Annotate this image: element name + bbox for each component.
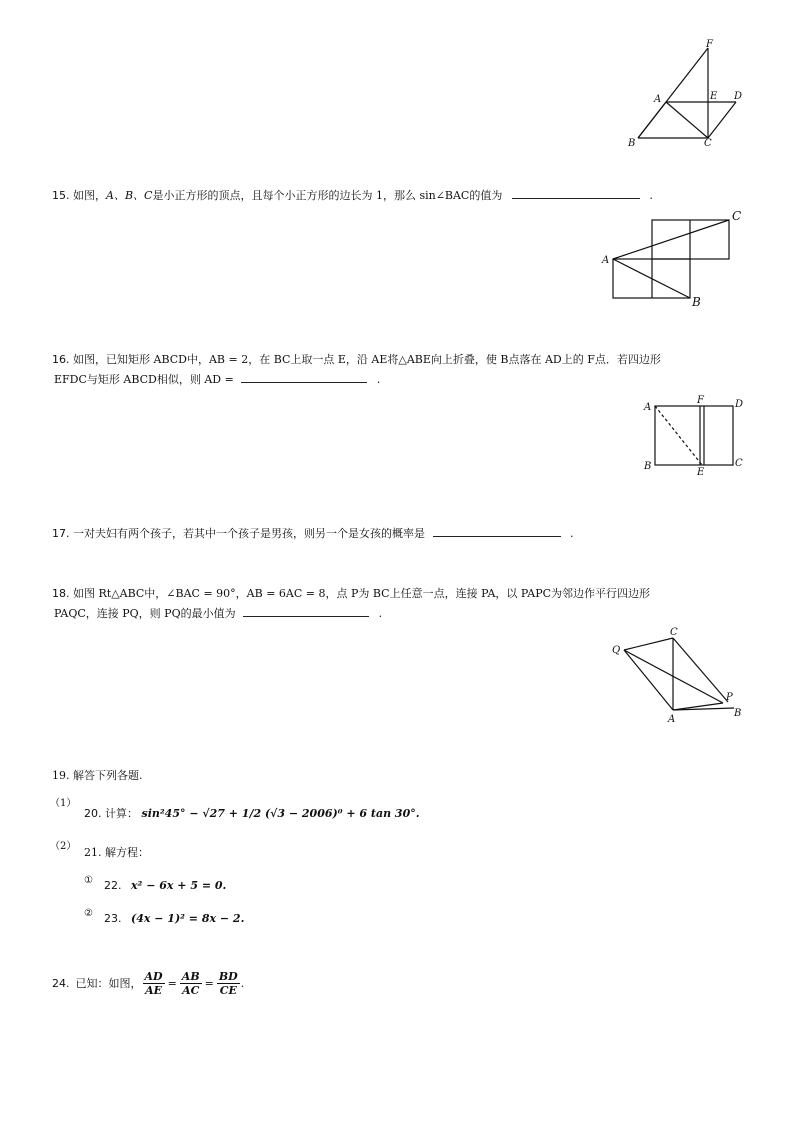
q18-text-line1: 如图 Rt△ABC中，∠BAC = 90°，AB = 6AC = 8，点 P为 BC上任意一点，连接 PA，以 PAPC为邻边作平行四边形 [73, 587, 651, 600]
q16-label-c: C [735, 458, 743, 469]
q14-label-e: E [710, 91, 718, 102]
q18-number: 18. [52, 587, 70, 600]
q14-label-c: C [704, 138, 712, 149]
q18-label-a: A [668, 714, 676, 725]
q15-label-a: A [602, 255, 610, 266]
q15-label-c: C [732, 209, 742, 223]
q24-fraction-ad-ae [143, 970, 165, 997]
q24-text: 已知：如图， [75, 977, 142, 990]
q14-label-d: D [734, 91, 743, 102]
q24-number: 24. [52, 977, 70, 990]
q23-marker: ② [84, 908, 93, 919]
q16-line1 [52, 352, 661, 367]
q20-number: 20. [84, 807, 102, 820]
q16-label-e: E [697, 467, 705, 478]
q24-end: . [240, 977, 245, 990]
q20-line [84, 806, 420, 821]
q16-text-line1: 如图，已知矩形 ABCD中，AB = 2，在 BC上取一点 E，沿 AE将△ABE向上折叠，使 B点落在 AD上的 F点．若四边形 [73, 353, 661, 366]
q17-body: 一对夫妇有两个孩子，若其中一个孩子是男孩，则另一个是女孩的概率是 [73, 527, 425, 540]
q24-frac2-numerator: AB [181, 970, 200, 983]
q18-end: . [378, 607, 383, 620]
q22-line [104, 878, 226, 893]
q24-frac1-denominator: AE [145, 984, 162, 997]
q16-label-d: D [735, 399, 744, 410]
q18-label-c: C [670, 627, 678, 638]
q15-points: A、B、C [106, 189, 153, 202]
q18-answer-blank[interactable] [243, 605, 369, 617]
q18-figure [606, 624, 756, 729]
q15-figure [598, 208, 748, 308]
q24-equals-1: = [167, 977, 177, 990]
q24-frac3-numerator: BD [218, 970, 238, 983]
q24-frac3-denominator: CE [219, 984, 237, 997]
q15-end: . [649, 189, 653, 202]
q18-text-line2: PAQC，连接 PQ，则 PQ的最小值为 [54, 607, 236, 620]
q24-frac1-numerator: AD [144, 970, 163, 983]
q15-body: 是小正方形的顶点，且每个小正方形的边长为 1，那么 sin∠BAC的值为 [152, 189, 503, 202]
q16-label-f: F [697, 395, 704, 406]
q15-answer-blank[interactable] [512, 187, 640, 199]
q18-label-b: B [734, 708, 742, 719]
q15-number: 15. [52, 189, 70, 202]
q15-intro: 如图， [73, 189, 106, 202]
q23-expression: (4x − 1)² = 8x − 2. [131, 912, 245, 925]
q14-label-f: F [706, 39, 713, 50]
q19-part2-marker: （2） [50, 841, 77, 852]
q16-text-line2: EFDC与矩形 ABCD相似，则 AD = [54, 373, 234, 386]
q14-label-a: A [654, 94, 662, 105]
q20-text: 计算： [105, 807, 138, 820]
q18-line2 [54, 605, 382, 621]
q16-line2 [54, 371, 380, 387]
q17-answer-blank[interactable] [433, 525, 561, 537]
q24-fraction-bd-ce [217, 970, 240, 997]
q19-title: 19. 解答下列各题. [52, 769, 143, 782]
q22-expression: x² − 6x + 5 = 0. [131, 879, 227, 892]
q20-expression: sin²45° − √27 + 1/2 (√3 − 2006)⁰ + 6 tan 30°. [141, 807, 420, 820]
q17-end: . [570, 527, 574, 540]
q18-label-q: Q [612, 645, 621, 656]
q23-line [104, 911, 244, 926]
q22-marker: ① [84, 875, 93, 886]
q23-number: 23. [104, 912, 122, 925]
q24-frac2-denominator: AC [182, 984, 200, 997]
q24-fraction-ab-ac [180, 970, 202, 997]
q19-part1-marker: （1） [50, 798, 77, 809]
q14-figure [620, 36, 750, 151]
q21-line: 21. 解方程： [84, 846, 149, 859]
q18-line1 [52, 586, 650, 601]
q16-number: 16. [52, 353, 70, 366]
q17-number: 17. [52, 527, 70, 540]
q16-answer-blank[interactable] [241, 371, 367, 383]
q15-text [52, 187, 653, 203]
q15-label-b: B [692, 295, 701, 308]
q24-equals-2: = [204, 977, 214, 990]
q22-number: 22. [104, 879, 122, 892]
q16-label-a: A [644, 402, 652, 413]
q16-end: . [376, 373, 381, 386]
q14-label-b: B [628, 138, 636, 149]
q16-label-b: B [644, 461, 652, 472]
q24-line [52, 970, 244, 997]
q16-figure [640, 394, 750, 479]
q17-text [52, 525, 574, 541]
q18-label-p: P [726, 692, 733, 703]
